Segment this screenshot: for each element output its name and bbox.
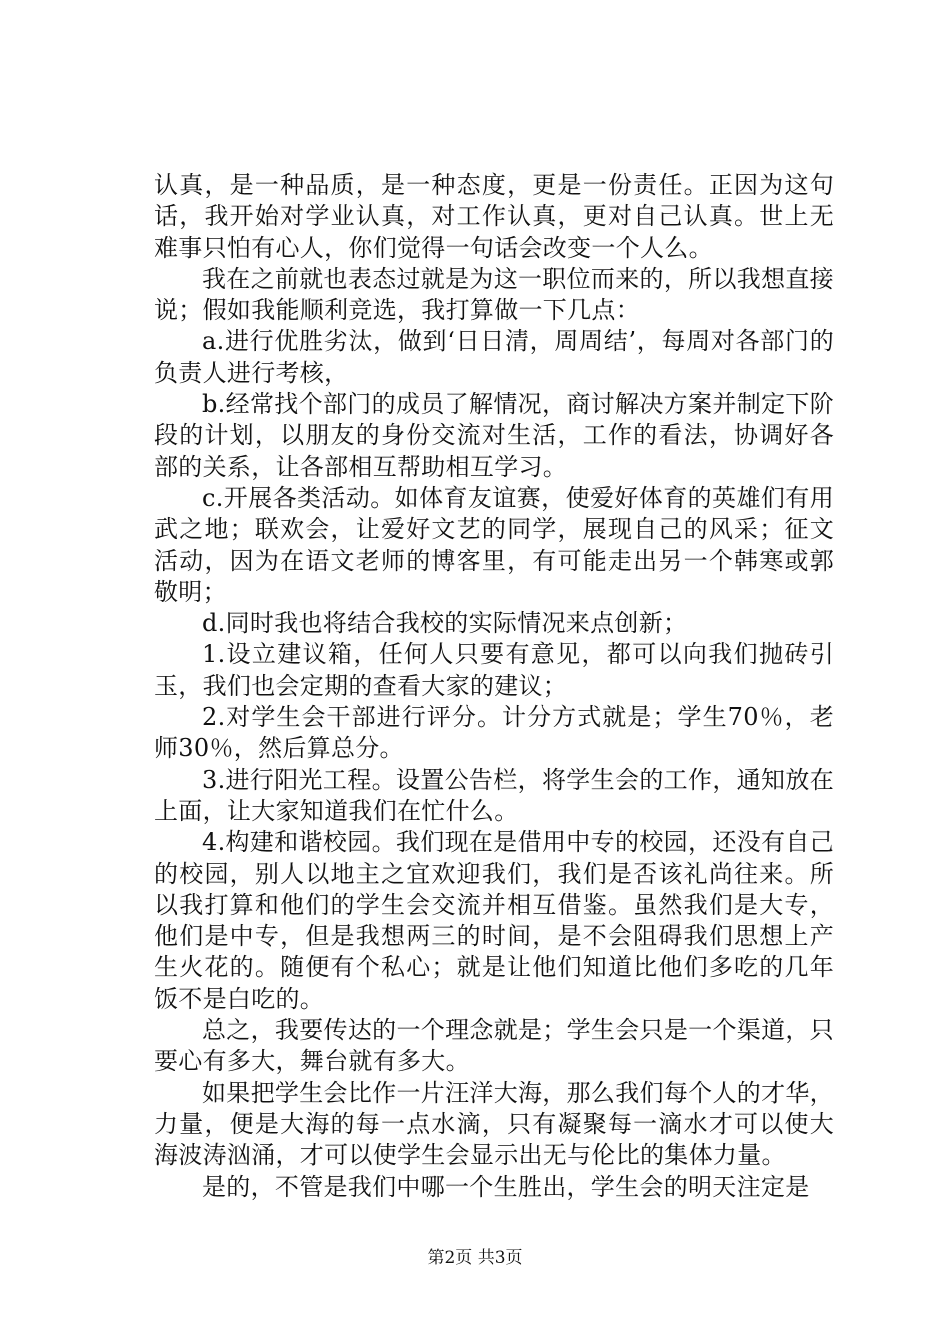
paragraph: 如果把学生会比作一片汪洋大海，那么我们每个人的才华，力量，便是大海的每一点水滴，只有凝聚每一滴水才可以使大海波涛汹涌，才可以使学生会显示出无与伦比的集体力量。 bbox=[154, 1078, 834, 1170]
list-item-3: 3.进行阳光工程。设置公告栏，将学生会的工作，通知放在上面，让大家知道我们在忙什么。 bbox=[154, 765, 834, 825]
list-item-c: c.开展各类活动。如体育友谊赛，使爱好体育的英雄们有用武之地；联欢会，让爱好文艺的同学，展现自己的风采；征文活动，因为在语文老师的博客里，有可能走出另一个韩寒或郭敬明； bbox=[154, 483, 834, 606]
list-item-1: 1.设立建议箱，任何人只要有意见，都可以向我们抛砖引玉，我们也会定期的查看大家的建议； bbox=[154, 640, 834, 700]
list-item-a: a.进行优胜劣汰，做到‘日日清，周周结’，每周对各部门的负责人进行考核， bbox=[154, 327, 834, 387]
paragraph: 我在之前就也表态过就是为这一职位而来的，所以我想直接说；假如我能顺利竞选，我打算做一下几点： bbox=[154, 264, 834, 325]
list-item-d: d.同时我也将结合我校的实际情况来点创新； bbox=[202, 609, 688, 638]
paragraph: 是的，不管是我们中哪一个生胜出，学生会的明天注定是 bbox=[202, 1172, 810, 1201]
list-item-4: 4.构建和谐校园。我们现在是借用中专的校园，还没有自己的校园，别人以地主之宜欢迎我们，我们是否该礼尚往来。所以我打算和他们的学生会交流并相互借鉴。虽然我们是大专，他们是中专，但是我想两三的时间，是不会阻碍我们思想上产生火花的。随便有个私心；就是让他们知道比他们多吃的几年饭不是白吃的。 bbox=[154, 828, 834, 1013]
list-item-b: b.经常找个部门的成员了解情况，商讨解决方案并制定下阶段的计划，以朋友的身份交流对生活，工作的看法，协调好各部的关系，让各部相互帮助相互学习。 bbox=[154, 390, 834, 481]
paragraph: 总之，我要传达的一个理念就是；学生会只是一个渠道，只要心有多大，舞台就有多大。 bbox=[154, 1016, 834, 1076]
list-item-2: 2.对学生会干部进行评分。计分方式就是；学生70％，老师30％，然后算总分。 bbox=[154, 703, 834, 763]
page-footer: 第2页 共3页 bbox=[427, 1248, 523, 1268]
document-body bbox=[154, 170, 834, 1203]
paragraph: 认真，是一种品质，是一种态度，更是一份责任。正因为这句话，我开始对学业认真，对工作认真，更对自己认真。世上无难事只怕有心人，你们觉得一句话会改变一个人么。 bbox=[154, 171, 834, 262]
